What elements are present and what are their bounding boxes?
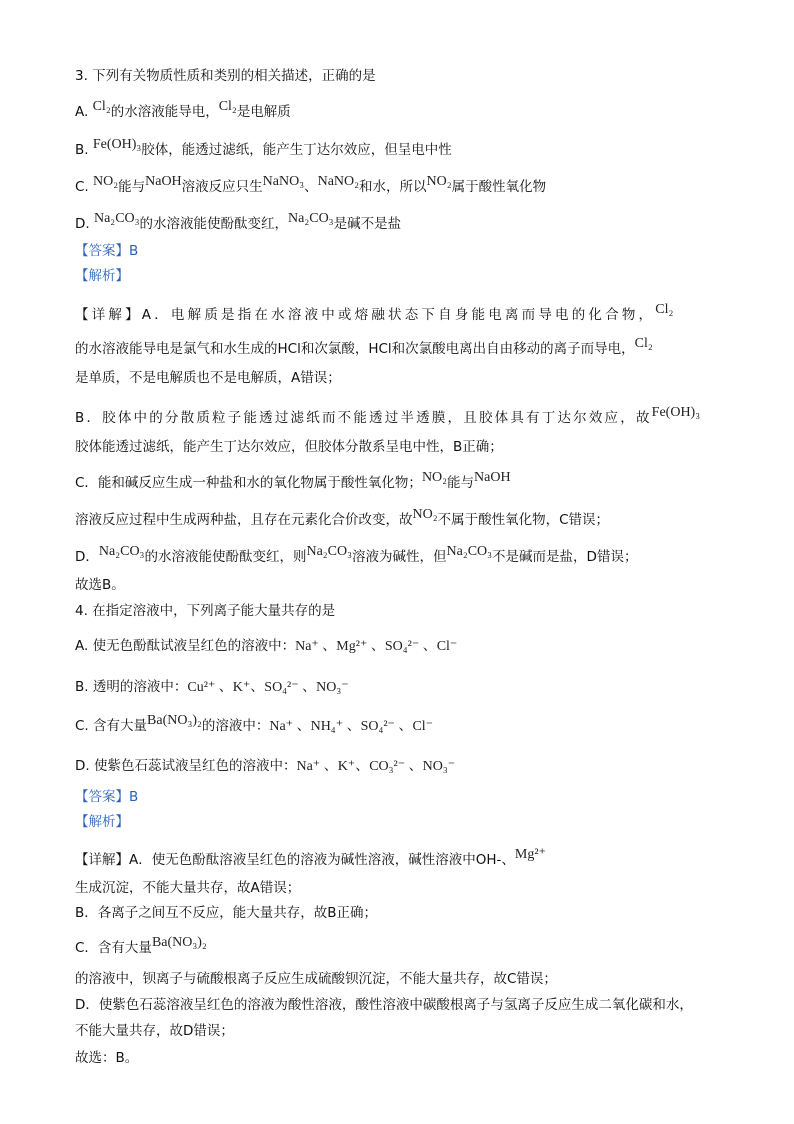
option-text: 溶液反应只生	[181, 179, 263, 195]
q3-detail-line-9: 故选B。	[75, 577, 125, 593]
option-text: 的溶液中：	[201, 718, 270, 734]
detail-text: 能与	[447, 475, 475, 491]
ion-list: Na⁺ 、Mg²⁺ 、SO₄²⁻ 、Cl⁻	[295, 639, 458, 654]
option-prefix: D.	[75, 216, 94, 232]
q4-detail-line-8: 故选：B。	[75, 1050, 139, 1066]
detail-text: 【详解】A．电解质是指在水溶液中或熔融状态下自身能电离而导电的化合物，	[75, 307, 656, 323]
option-text: 胶体，能透过滤纸，能产生丁达尔效应，但呈电中性	[141, 142, 452, 158]
q3-answer	[75, 241, 138, 261]
option-text: 是碱不是盐	[333, 216, 402, 232]
option-text: 、	[304, 179, 318, 195]
ion-list: Na⁺ 、NH₄⁺ 、SO₄²⁻ 、Cl⁻	[269, 719, 434, 734]
q3-stem: 3. 下列有关物质性质和类别的相关描述，正确的是	[75, 68, 376, 84]
detail-text: C．含有大量	[75, 940, 152, 956]
q4-option-a	[75, 636, 457, 657]
formula: Cl₂	[218, 99, 237, 114]
q3-analysis	[75, 266, 129, 286]
ion-list: Na⁺ 、K⁺、CO₃²⁻ 、NO₃⁻	[296, 759, 456, 774]
detail-text: 不属于酸性氧化物，C错误；	[437, 512, 610, 528]
q3-detail-line-1	[75, 302, 715, 326]
option-text: B. 透明的溶液中：	[75, 679, 188, 695]
option-text: 的水溶液能导电，	[110, 104, 219, 120]
option-prefix: A.	[75, 104, 93, 120]
q4-stem: 4. 在指定溶液中，下列离子能大量共存的是	[75, 603, 336, 619]
q3-detail-line-7	[75, 507, 610, 531]
option-text: 属于酸性氧化物	[451, 179, 547, 195]
formula: Na₂CO₃	[288, 211, 334, 226]
q3-option-c	[75, 174, 547, 198]
detail-text: 【详解】A．使无色酚酞溶液呈红色的溶液为碱性溶液，碱性溶液中OH-、	[75, 852, 515, 868]
formula: Fe(OH)₃	[92, 137, 142, 152]
formula: Ba(NO₃)₂	[147, 713, 202, 728]
q3-detail-line-2	[75, 336, 653, 360]
formula: NaOH	[474, 470, 511, 485]
option-text: 是电解质	[236, 104, 291, 120]
q3-option-a	[75, 99, 291, 123]
q3-option-b	[75, 137, 452, 161]
formula: Na₂CO₃	[98, 544, 145, 559]
option-text: 能与	[118, 179, 146, 195]
formula: NaOH	[145, 174, 182, 189]
formula: NO₂	[421, 470, 448, 485]
q3-detail-line-8	[75, 544, 638, 568]
q4-option-d	[75, 756, 455, 777]
formula: NaNO₃	[262, 174, 305, 189]
formula: NO₂	[93, 174, 119, 189]
q3-detail-line-6	[75, 470, 511, 494]
detail-text: 不是碱而是盐，D错误；	[492, 549, 638, 565]
q4-detail-line-1	[75, 847, 546, 871]
q4-option-c	[75, 713, 434, 737]
formula: NO₂	[412, 507, 438, 522]
answer-label: 【答案】B	[75, 243, 139, 259]
formula: NO₂	[426, 174, 452, 189]
q4-analysis	[75, 812, 129, 832]
q4-option-b	[75, 677, 349, 698]
q3-detail-line-5: 胶体能透过滤纸，能产生丁达尔效应，但胶体分散系呈电中性，B正确；	[75, 439, 503, 455]
formula: Cl₂	[634, 336, 653, 351]
q4-detail-line-3: B．各离子之间互不反应，能大量共存，故B正确；	[75, 905, 378, 921]
q4-detail-line-5: 的溶液中，钡离子与硫酸根离子反应生成硫酸钡沉淀，不能大量共存，故C错误；	[75, 971, 557, 987]
detail-text: 溶液为碱性，但	[352, 549, 447, 565]
q3-detail-line-3: 是单质，不是电解质也不是电解质，A错误；	[75, 370, 341, 386]
formula: NaNO₂	[317, 174, 360, 189]
q3-detail-line-4	[75, 405, 701, 429]
formula: Cl₂	[92, 99, 111, 114]
detail-text: D．	[75, 549, 99, 565]
q4-answer	[75, 787, 138, 807]
option-text: 的水溶液能使酚酞变红，	[139, 216, 289, 232]
detail-text: C．能和碱反应生成一种盐和水的氧化物属于酸性氧化物；	[75, 475, 422, 491]
q4-detail-line-4	[75, 935, 207, 959]
formula: Mg²⁺	[514, 847, 546, 862]
detail-text: 的水溶液能导电是氯气和水生成的HCl和次氯酸，HCl和次氯酸电离出自由移动的离子而导电，	[75, 341, 635, 357]
option-prefix: B.	[75, 142, 93, 158]
q4-detail-line-7: 不能大量共存，故D错误；	[75, 1023, 234, 1039]
q4-detail-line-6: D．使紫色石蕊溶液呈红色的溶液为酸性溶液，酸性溶液中碳酸根离子与氢离子反应生成二氧化碳和水，	[75, 997, 693, 1013]
option-prefix: C.	[75, 179, 94, 195]
option-text: 和水，所以	[359, 179, 427, 195]
detail-text: B．胶体中的分散质粒子能透过滤纸而不能透过半透膜，且胶体具有丁达尔效应，故	[75, 410, 652, 426]
detail-text: 溶液反应过程中生成两种盐，且存在元素化合价改变，故	[75, 512, 413, 528]
q3-option-d	[75, 211, 402, 235]
formula: Ba(NO₃)₂	[151, 935, 207, 950]
ion-list: Cu²⁺ 、K⁺、SO₄²⁻ 、NO₃⁻	[187, 680, 349, 695]
q4-detail-line-2: 生成沉淀，不能大量共存，故A错误；	[75, 880, 301, 896]
analysis-label: 【解析】	[75, 814, 129, 830]
option-text: A. 使无色酚酞试液呈红色的溶液中：	[75, 638, 296, 654]
formula: Fe(OH)₃	[651, 405, 701, 420]
detail-text: 的水溶液能使酚酞变红，则	[144, 549, 307, 565]
formula: Na₂CO₃	[93, 211, 140, 226]
formula: Cl₂	[655, 302, 674, 317]
option-text: C. 含有大量	[75, 718, 148, 734]
analysis-label: 【解析】	[75, 268, 129, 284]
answer-label: 【答案】B	[75, 789, 139, 805]
option-text: D. 使紫色石蕊试液呈红色的溶液中：	[75, 758, 297, 774]
formula: Na₂CO₃	[306, 544, 352, 559]
formula: Na₂CO₃	[446, 544, 493, 559]
